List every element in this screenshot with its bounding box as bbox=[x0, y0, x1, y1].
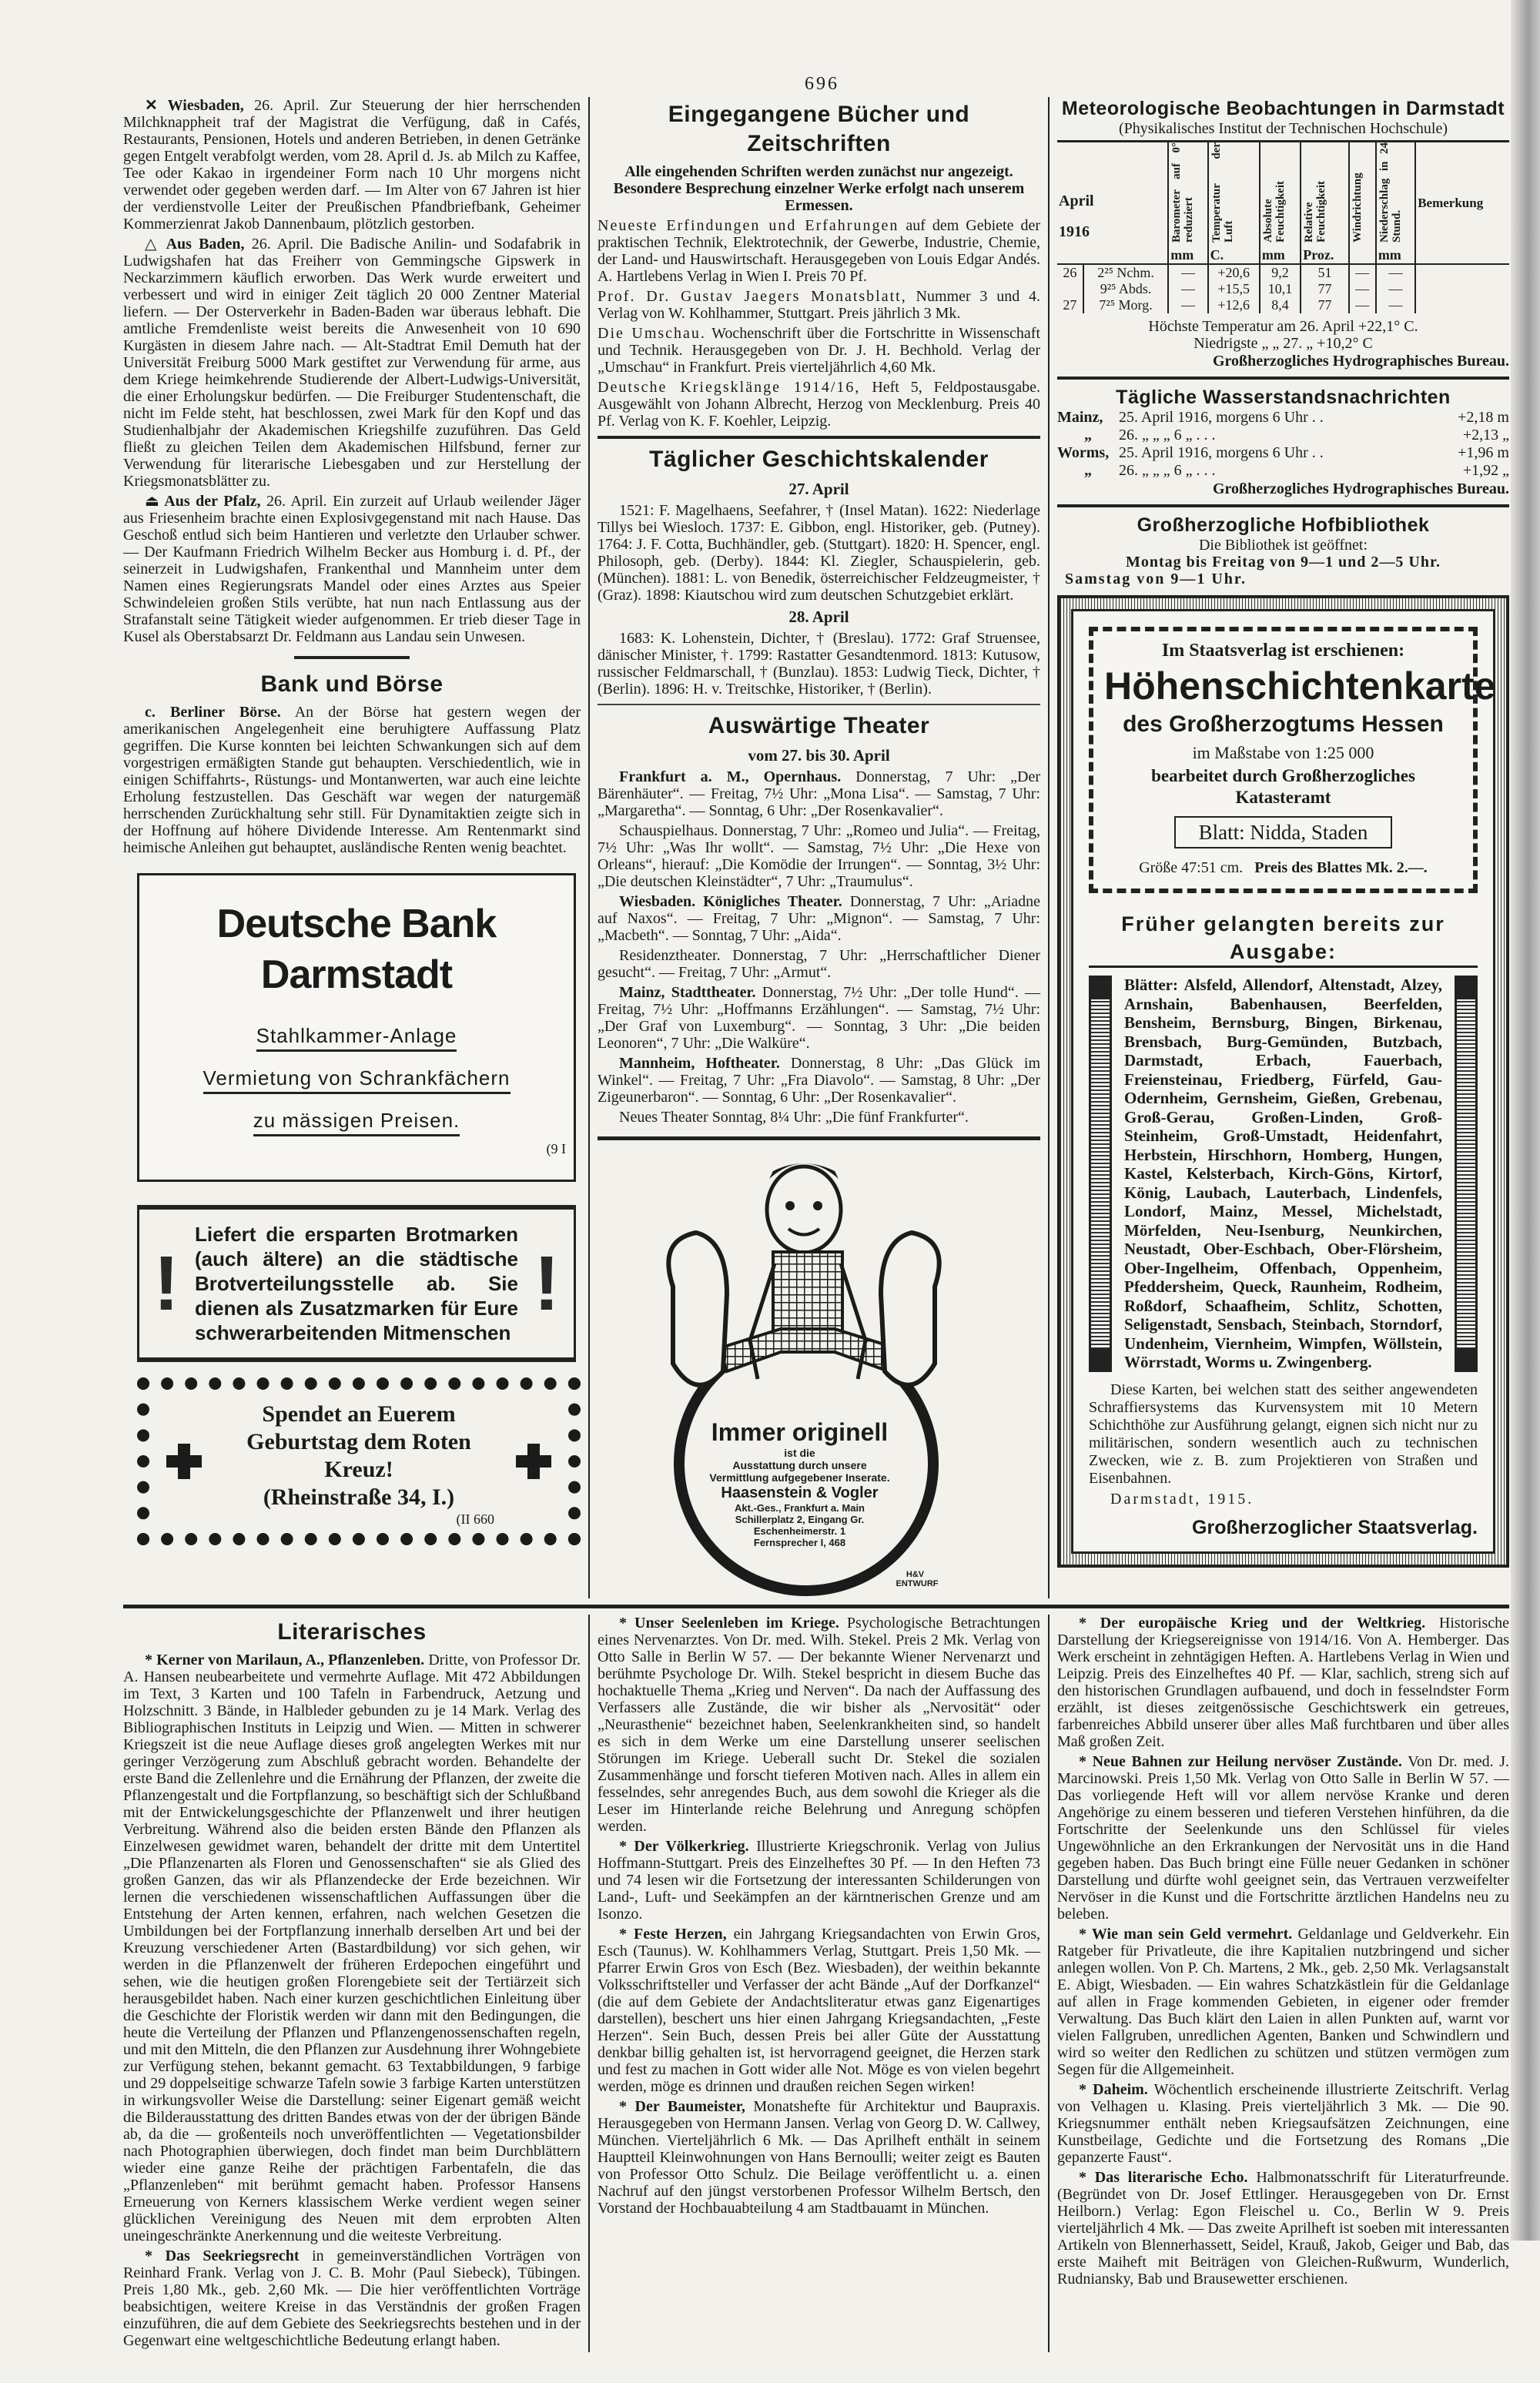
divider bbox=[598, 436, 1040, 439]
newspaper-page bbox=[123, 97, 1509, 2383]
book-item: Die Umschau. Wochenschrift über die Fortschritte in Wissenschaft und Technik. Herausgegeben von Dr. J. H. Bechhold. Verlag der „Umschau“ in Frankfurt. Preis vierteljährlich 4,60 Mk. bbox=[598, 325, 1040, 376]
theater-item: Neues Theater Sonntag, 8¼ Uhr: „Die fünf Frankfurter“. bbox=[619, 1109, 969, 1126]
theater-dates: vom 27. bis 30. April bbox=[748, 746, 890, 765]
sheet-list: Blätter: Alsfeld, Allendorf, Altenstadt, Alzey, Arnshain, Babenhausen, Beerfelden, Bensheim, Bernsburg, Bingen, Birkenau, Brensbach, Burg-Gemünden, Butzbach, Darmstadt, Erbach, Fauerbach, Freiensteinau, Friedberg, Fürfeld, Gau-Odernheim, Gernsheim, Gießen, Grebenau, Groß-Gerau, Großen-Linden, Groß-Steinheim, Groß-Umstadt, Heidenfahrt, Herbstein, Hirschhorn, Homberg, Hungen, Kastel, Kelsterbach, Kirch-Göns, Kirtorf, König, Laubach, Lauterbach, Lindenfels, Londorf, Mainz, Messel, Michelstadt, Mörfelden, Neu-Isenburg, Neunkirchen, Neustadt, Ober-Eschbach, Ober-Flörsheim, Ober-Ingelheim, Offenbach, Oppenheim, Pfeddersheim, Queck, Raunheim, Rodheim, Roßdorf, Schaafheim, Schlitz, Schotten, Seligenstadt, Sensbach, Steinbach, Storndorf, Undenheim, Viernheim, Wimpfen, Wöllstein, Wörrstadt, Worms u. Zwingenberg. bbox=[1124, 976, 1442, 1371]
ad-text: Immer originell ist die Ausstattung durch unsere Vermittlung aufgegebener Inserate. Haasenstein & Vogler Akt.-Ges., Frankfurt a. Main Schillerplatz 2, Eingang Gr. Eschenheimerstr. 1 Fernsprecher I, 468 bbox=[709, 1418, 890, 1548]
literary-item: * Das literarische Echo. Halbmonatsschrift für Literaturfreunde. (Begründet von Dr. Josef Ettlinger. Herausgegeben von Dr. Ernst Heilborn.) Verlag: Egon Fleischel u. Co., Berlin W 9. Preis vierteljährlich 4 Mk. — Das zweite Aprilheft ist soeben mit interessanten Artikeln von Blennerhassett, Seidel, Krauß, Jakob, Geiger und Bab, das erste Maiheft mit Beiträgen von Gleichen-Rußwurm, Wunderlich, Rudniansky, Bab und Brausewetter erschienen. bbox=[1057, 2169, 1510, 2288]
theater-item: Mannheim, Hoftheater. Donnerstag, 8 Uhr: „Das Glück im Winkel“. — Freitag, 7 Uhr: „Fra Diavolo“. — Samstag, 8 Uhr: „Der Zigeunerbaron“. — Sonntag, 6 Uhr: „Der Rosenkavalier“. bbox=[598, 1055, 1041, 1106]
ad-title: Höhenschichtenkarte bbox=[1104, 664, 1496, 708]
section-heading-literary: Literarisches bbox=[277, 1619, 427, 1645]
ad-code: (II 660 bbox=[456, 1511, 494, 1527]
divider bbox=[1057, 377, 1509, 380]
literary-column-1 bbox=[123, 1615, 590, 2352]
section-heading-meteo: Meteorologische Beobachtungen in Darmstadt bbox=[1061, 98, 1505, 119]
ad-haasenstein-vogler bbox=[642, 1148, 996, 1598]
ad-text: Liefert die ersparten Brotmarken (auch ältere) an die städtische Brotverteilungsstelle ab. Sie dienen als Zusatzmarken für Eure schwerarbeitenden Mitmenschen bbox=[195, 1223, 518, 1344]
meteo-max: Höchste Temperatur am 26. April +22,1° C. bbox=[1148, 318, 1418, 335]
article-berliner-boerse: c. Berliner Börse. An der Börse hat gestern wegen der amerikanischen Angelegenheit eine beruhigtere Auffassung Platz gegriffen. Die Kurse konnten bei leichten Schwankungen sich auf dem vorgestrigen ermäßigten Stande gut behaupten. Verschiedentlich, wie in einigen Schiffahrts-, Rüstungs- und Montanwerten, war auch eine leichte Erholung festzustellen. Das Geschäft war wegen der naturgemäß herrschenden Zurückhaltung sehr still. Für Dynamitaktien zeigte sich in der Hoffnung auf höhere Dividende Interesse. Am Rentenmarkt sind heimische Anleihen gut behauptet, ausländische Renten wenig beachtet. bbox=[123, 704, 581, 856]
library-hours: Samstag von 9—1 Uhr. bbox=[1065, 571, 1247, 587]
middle-column bbox=[590, 97, 1050, 1598]
ad-text: Spendet an Euerem Geburtstag dem Roten Kreuz! (Rheinstraße 34, I.) bbox=[246, 1401, 471, 1510]
ad-subheading: Früher gelangten bereits zur Ausgabe: bbox=[1089, 910, 1478, 968]
library-hours: Montag bis Freitag von 9—1 und 2—5 Uhr. bbox=[1125, 554, 1441, 571]
right-column bbox=[1050, 97, 1509, 1598]
literary-item: * Neue Bahnen zur Heilung nervöser Zustände. Von Dr. med. J. Marcinowski. Preis 1,50 Mk. Verlag von Otto Salle in Berlin W 57. — Das vorliegende Heft will vor allem nervöse Kranke und deren Angehörige zu einem besseren und tieferen Verstehen hinführen, da die Fortschritte der Seelenkunde uns den Schlüssel für vieles Ungewöhnliche an den Erkrankungen der Nervosität uns in die Hand gegeben haben. Das Buch bringt eine Fülle neuer Gedanken in schöner Darstellung und dürfte wohl geeignet sein, das Vertrauen verzweifelter Nervöser in die Kunst und die Fortschritte ärztlichen Handelns neu zu beleben. bbox=[1057, 1753, 1510, 1923]
water-row: „ 26. „ „ „ 6 „ . . . +1,92 „ bbox=[1084, 462, 1509, 479]
decorative-bar bbox=[1089, 976, 1112, 1372]
decorative-bar bbox=[1455, 976, 1478, 1372]
meteo-row: 27 7²⁵ Morg. — +12,6 8,4 77 — — bbox=[1057, 297, 1509, 313]
calendar-text: 1683: K. Lohenstein, Dichter, † (Breslau). 1772: Graf Struensee, dänischer Minister, †. 1799: Rastatter Gesandtenmord. 1813: Kutusow, russischer Feldmarschall, † (Bunzlau). 1853: Ludwig Tieck, Dichter, † (Berlin). 1896: H. v. Treitschke, Historiker, † (Berlin). bbox=[598, 630, 1040, 698]
article-baden: △ Aus Baden, 26. April. Die Badische Anilin- und Sodafabrik in Ludwigshafen hat das Freiherr von Gemmingsche Gipswerk in Neckarzimmern käuflich erworben. Das Werk wurde erweitert und verbessert und wird in einiger Zeit täglich 20 000 Zentner Material liefern. — Der Osterverkehr in Baden-Baden war überaus lebhaft. Die amtliche Fremdenliste weist bereits die Anwesenheit von 10 690 Kurgästen in diesem Jahre nach. — Alt-Stadtrat Emil Demuth hat der Universität Freiburg 5000 Mark gestiftet zur Verwendung für arme, aus dem Kriege heimkehrende Studierende der Albert-Ludwigs-Universität, die einer Erholungskur bedürfen. — Die Freiburger Studentenschaft, die nicht im Felde steht, hat beschlossen, zwei Mark für den Kopf und das Studienhalbjahr der Akademischen Kriegshilfe zuzuführen. Das Geld fließt zu gleichen Teilen dem Akademischen Hilfsbund, ferner zur Verwendung für literarische Liebesgaben und zur Herstellung der Kriegsmonatsblätter zu. bbox=[123, 236, 581, 490]
calendar-text: 1521: F. Magelhaens, Seefahrer, † (Insel Matan). 1622: Niederlage Tillys bei Wiesloch. 1737: E. Gibbon, engl. Historiker, geb. (Putney). 1764: J. F. Cotta, Buchhändler, geb. (Stuttgart). 1820: H. Spencer, engl. Philosoph, geb. (Derby). 1844: Kl. Ziegler, Schauspielerin, geb. (München). 1881: L. von Benedik, österreichischer Feldzeugmeister, † (Graz). 1898: Kiautschou wird zum deutschen Schutzgebiet erklärt. bbox=[598, 502, 1040, 604]
water-signature: Großherzogliches Hydrographisches Bureau. bbox=[1212, 480, 1509, 497]
literary-item: * Unser Seelenleben im Kriege. Psychologische Betrachtungen eines Nervenarztes. Von Dr. med. Wilh. Stekel. Preis 2 Mk. Verlag von Otto Salle in Berlin W 57. — Der bekannte Wiener Nervenarzt und berühmte Psychologe Dr. Wilh. Stekel bespricht in diesem Buche das hochaktuelle Thema „Krieg und Nerven“. Da nach der Auffassung des Verfassers alle Zustände, die wir bisher als „Nervosität“ oder „Neurasthenie“ bezeichnet haben, Seelenkrankheiten sind, so handelt es sich in dem Werke um eine Darstellung unserer seelischen Störungen im Kriege. Ueberall sucht Dr. Stekel die sozialen Zusammenhänge und forscht tieferen Motiven nach. Alles in allem ein fesselndes, sehr anregendes Buch, aus dem sowohl die Krieger als die Leser im Hinterlande reiche Belehrung und Anregung schöpfen werden. bbox=[598, 1615, 1040, 1835]
ad-brotmarken bbox=[137, 1205, 576, 1362]
theater-item: Wiesbaden. Königliches Theater. Donnerstag, 7 Uhr: „Ariadne auf Naxos“. — Freitag, 7 Uhr: „Mignon“. — Samstag, 7 Uhr: „Macbeth“. — Sonntag, 7 Uhr: „Aida“. bbox=[598, 893, 1041, 944]
section-heading-books: Eingegangene Bücher und Zeitschriften bbox=[668, 102, 970, 156]
ad-signature: Großherzoglicher Staatsverlag. bbox=[1192, 1516, 1478, 1538]
foot-right bbox=[881, 1233, 939, 1385]
red-cross-icon bbox=[166, 1444, 202, 1479]
ad-rotes-kreuz bbox=[137, 1377, 581, 1545]
water-row: Worms, 25. April 1916, morgens 6 Uhr . . +1,96 m bbox=[1057, 444, 1509, 461]
eye bbox=[813, 1201, 822, 1210]
theater-item: Mainz, Stadttheater. Donnerstag, 7½ Uhr: „Der tolle Hund“. — Freitag, 7½ Uhr: „Hoffmanns Erzählungen“. — Samstag, 7½ Uhr: „Der Graf von Luxemburg“. — Sonntag, 3 Uhr: „Die beiden Leonoren“, 7 Uhr: „Die Walküre“. bbox=[598, 984, 1040, 1052]
arm-left bbox=[750, 1263, 775, 1379]
literary-item: * Daheim. Wöchentlich erscheinende illustrierte Zeitschrift. Verlag von Velhagen u. Klasing. Preis vierteljährlich 3 Mk. — Die 90. Kriegsnummer enthält neben Kriegsaufsätzen Zeichnungen, eine Kunstbeilage, Gedichte und die Fortsetzung des Romans „Die gepanzerte Faust“. bbox=[1057, 2081, 1509, 2166]
ad-title: Deutsche Bank Darmstadt bbox=[216, 902, 497, 997]
calendar-date: 28. April bbox=[788, 607, 849, 626]
meteo-row: 26 2²⁵ Nchm. — +20,6 9,2 51 — — bbox=[1057, 264, 1509, 281]
ad-note: Diese Karten, bei welchen statt des seither angewendeten Schraffiersystems das Kurvensystem mit 10 Metern Schichthöhe zur Ausführung gelangt, eignen sich nicht nur zu militärischen, sondern wesentlich auch zu technischen Zwecken, wie z. B. zum Projektieren von Straßen und Eisenbahnen. bbox=[1089, 1381, 1478, 1487]
book-item: Neueste Erfindungen und Erfahrungen auf dem Gebiete der praktischen Technik, Elektrotechnik, der Gewerbe, Industrie, Chemie, der Land- und Hauswirtschaft. Herausgegeben von Louis Edgar Andés. A. Hartlebens Verlag in Wien I. Preis 70 Pf. bbox=[598, 217, 1041, 285]
theater-item: Residenztheater. Donnerstag, 7 Uhr: „Herrschaftlicher Diener gesucht“. — Freitag, 7 Uhr: „Armut“. bbox=[598, 947, 1041, 981]
books-intro: Alle eingehenden Schriften werden zunächst nur angezeigt. Besondere Besprechung einzelner Werke erfolgt nach unserem Ermessen. bbox=[613, 163, 1025, 214]
literary-item: * Feste Herzen, ein Jahrgang Kriegsandachten von Erwin Gros, Esch (Taunus). W. Kohlhammers Verlag, Stuttgart. Preis 1,50 Mk. — Pfarrer Erwin Gros von Esch (Bez. Wiesbaden), der weithin bekannte Volksschriftsteller und Verfasser der acht Bände „Auf der Dorfkanzel“ (die auf dem Gebiete der Andachtsliteratur etwas ganz Eigenartiges darstellen), beschert uns hier einen Jahrgang Kriegsandachten, „Feste Herzen“. Sein Buch, dessen Preis bei aller Güte der Ausstattung denkbar billig gehalten ist, ist hervorragend geeignet, die Herzen stark und fest zu machen in Gott wider alle Not. Möge es von vielen begehrt werden, möge es drinnen und draußen reichen Segen wirken! bbox=[598, 1926, 1040, 2095]
meteo-signature: Großherzogliches Hydrographisches Bureau. bbox=[1212, 353, 1509, 370]
divider bbox=[1057, 504, 1509, 507]
literary-item: * Der Völkerkrieg. Illustrierte Kriegschronik. Verlag von Julius Hoffmann-Stuttgart. Preis des Einzelheftes 30 Pf. — In den Heften 73 und 74 lesen wir die Fortsetzung der interessanten Schilderungen von Land-, Luft- und Seekämpfen an der kärntnerischen Grenze und am Isonzo. bbox=[598, 1838, 1041, 1923]
ad-hoehenschichtenkarte: Im Staatsverlag ist erschienen: Höhenschichtenkarte des Großherzogtums Hessen im Maßstabe von 1:25 000 bearbeitet durch Großherzogliches Katasteramt Blatt: Nidda, Staden Größe 47:51 cm. Preis des Blattes Mk. 2.—. bbox=[1089, 627, 1478, 893]
divider bbox=[598, 704, 1040, 705]
page-edge-shadow bbox=[1511, 0, 1540, 2241]
section-heading-calendar: Täglicher Geschichtskalender bbox=[649, 447, 989, 472]
meteo-subheading: (Physikalisches Institut der Technischen Hochschule) bbox=[1118, 120, 1448, 137]
literary-item: * Kerner von Marilaun, A., Pflanzenleben. Dritte, von Professor Dr. A. Hansen neubearbeitete und vermehrte Auflage. Mit 472 Abbildungen im Text, 3 Karten und 100 Tafeln in Farbendruck, Aetzung und Holzschnitt. 3 Bände, in Halbleder gebunden zu je 14 Mark. Verlag des Bibliographischen Instituts in Leipzig und Wien. — Mitten in schwerer Kriegszeit ist die neue Auflage dieses groß angelegten Werkes mit nur geringer Verzögerung zum Abschluß gebracht worden. Behandelte der erste Band die Zellenlehre und die Ernährung der Pflanzen, der zweite die Pflanzengestalt und die Fortpflanzung, so beschäftigt sich der Schlußband mit der Entwickelungsgeschichte der Pflanzenwelt und ihrer heutigen Verbreitung. Während also die beiden ersten Bände den Pflanzen als Einzelwesen gewidmet waren, behandelt der dritte mit dem Untertitel „Die Pflanzenarten als Floren und Genossenschaften“ sie als Glied des großen Ganzen, das wir als Pflanzendecke der Erde bezeichnen. Wir lernen die verschiedenen wissenschaftlichen Auffassungen über die Entstehung der Arten kennen, erfahren, nach welchen Gesetzen die Umbildungen bei der Fortpflanzung innerhalb derselben Art und bei der Kreuzung verschiedener Arten (Bastardbildung) vor sich gehen, wir werden in die Pflanzenwelt der früheren Erdepochen eingeführt und sehen, wie die heutigen großen Florengebiete seit der Tertiärzeit sich herausgebildet haben. Nach einer kurzen geschichtlichen Einleitung über die Geschichte der Floristik werden wir dann mit den Bedingungen, die heute die Verteilung der Pflanzen und Pflanzengenossenschaften regeln, und mit den Mitteln, die den Pflanzen zur Ausdehnung ihrer Wohngebiete zur Verfügung stehen, bekannt gemacht. 63 Textabbildungen, 9 farbige und 29 doppelseitige schwarze Tafeln sowie 3 farbige Karten unterstützen in wirkungsvoller Weise die Darstellung: seiner Eigenart gemäß weicht die Bilderausstattung des dritten Bandes etwas von der der übrigen Bände ab, da die — großenteils noch unveröffentlichten — Vegetationsbilder nach Photographien überwiegen, doch findet man beim Durchblättern wieder eine ganze Reihe der prächtigen Farbentafeln, die das „Pflanzenleben“ mit berühmt gemacht haben. Professor Hansens Erneuerung von Kerners klassischem Werke verdient wegen seiner glücklichen Vereinigung des Neuen mit dem erprobten Alten uneingeschränkte Anerkennung und die weiteste Verbreitung. bbox=[123, 1652, 581, 2244]
theater-item: Schauspielhaus. Donnerstag, 7 Uhr: „Romeo und Julia“. — Freitag, 7½ Uhr: „Was Ihr wollt“. — Samstag, 7½ Uhr: „Die Hexe von Orleans“, hierauf: „Die Komödie der Irrungen“. — Sonntag, 3½ Uhr: „Die deutschen Kleinstädter“, 7 Uhr: „Traumulus“. bbox=[598, 822, 1040, 890]
water-row: Mainz, 25. April 1916, morgens 6 Uhr . . +2,18 m bbox=[1057, 409, 1509, 426]
book-item: Prof. Dr. Gustav Jaegers Monatsblatt, Nummer 3 und 4. Verlag von W. Kohlhammer, Stuttgart. Preis jährlich 3 Mk. bbox=[598, 288, 1041, 322]
ad-place: Darmstadt, 1915. bbox=[1110, 1490, 1254, 1508]
book-item: Deutsche Kriegsklänge 1914/16, Heft 5, Feldpostausgabe. Ausgewählt von Johann Albrecht, Herzog von Mecklenburg. Preis 40 Pf. Verlag von K. F. Koehler, Leipzig. bbox=[598, 379, 1040, 430]
literary-column-3 bbox=[1050, 1615, 1509, 2352]
ad-line: Vermietung von Schrankfächern bbox=[203, 1066, 511, 1094]
eye bbox=[785, 1201, 795, 1210]
ad-staatsverlag bbox=[1057, 595, 1509, 1568]
literary-column-2 bbox=[590, 1615, 1050, 2352]
divider bbox=[294, 656, 410, 659]
literary-item: * Wie man sein Geld vermehrt. Geldanlage und Geldverkehr. Ein Ratgeber für Privatleute, die ihre Kapitalien nutzbringend und sicher anlegen wollen. Von P. Ch. Martens, 2 Mk., geb. 2,50 Mk. Verlagsanstalt E. Abigt, Wiesbaden. — Ein wahres Schatzkästlein für die Geldanlage auf allen in Frage kommenden Gebieten, in eigener oder fremder Verwaltung. Das Buch klärt den Laien in allen Punkten auf, warnt vor vielen Fallgruben, unredlichen Agenten, Banken und Schwindlern und wird so weiter den Redlichen zu schützen und stützen vermögen zum Segen für die Allgemeinheit. bbox=[1057, 1926, 1510, 2078]
water-row: „ 26. „ „ „ 6 „ . . . +2,13 „ bbox=[1084, 427, 1509, 443]
arm-right bbox=[841, 1263, 865, 1379]
section-heading-water: Tägliche Wasserstandsnachrichten bbox=[1116, 387, 1451, 408]
upper-section bbox=[123, 97, 1509, 1598]
ad-line: zu mässigen Preisen. bbox=[253, 1108, 460, 1136]
ad-line: Stahlkammer-Anlage bbox=[256, 1023, 457, 1052]
section-heading-theater: Auswärtige Theater bbox=[708, 713, 930, 738]
literary-item: * Der europäische Krieg und der Weltkrieg. Historische Darstellung der Kriegsereignisse von 1914/16. Von A. Hemberger. Das Werk erscheint in zehntägigen Heften. A. Hartlebens Verlag in Wien und Leipzig. Preis des Einzelheftes 40 Pf. — Klar, sachlich, streng sich auf den historischen Grundlagen aufbauend, und doch in fesselndster Form erzählt, ist dieses zeitgenössische Geschichtswerk ein getreues, farbenreiches Abbild unserer über alles Maß furchtbaren und über alles Maß großen Zeit. bbox=[1057, 1615, 1510, 1750]
left-column bbox=[123, 97, 590, 1598]
ad-deutsche-bank bbox=[137, 873, 576, 1182]
meteo-row: 9²⁵ Abds. — +15,5 10,1 77 — — bbox=[1057, 281, 1509, 297]
meteo-min: Niedrigste „ „ 27. „ +10,2° C bbox=[1194, 335, 1373, 352]
legs bbox=[719, 1329, 896, 1371]
exclamation-icon: ! bbox=[153, 1240, 179, 1327]
page-number: 696 bbox=[805, 74, 839, 94]
meteo-table: April 1916 Barometer auf 0° reduziert mm Temperatur der Luft C. Absolute Feuchtigkeit mm Relative Feuchtigkeit Proz. Windrichtung Niederschlag in 24 Stund. mm Bemerkung 26 2²⁵ Nchm. — +20,6 9,2 51 — — 9²⁵ Abds. — +15,5 10,1 77 — — 27 7²⁵ Morg. — +12,6 8,4 77 — — bbox=[1057, 140, 1509, 313]
section-heading-bank: Bank und Börse bbox=[260, 671, 444, 697]
exclamation-icon: ! bbox=[534, 1240, 560, 1327]
section-heading-library: Großherzogliche Hofbibliothek bbox=[1137, 514, 1430, 536]
library-line: Die Bibliothek ist geöffnet: bbox=[1198, 537, 1368, 554]
artist-mark: H&V ENTWURF bbox=[896, 1570, 939, 1588]
ad-code: (9 I bbox=[546, 1141, 566, 1156]
lower-section bbox=[123, 1605, 1509, 2383]
head bbox=[767, 1166, 841, 1253]
calendar-date: 27. April bbox=[788, 480, 849, 498]
article-wiesbaden: ✕ Wiesbaden, 26. April. Zur Steuerung der hier herrschenden Milchknappheit traf der Magistrat die Verfügung, daß in Cafés, Restaurants, Pensionen, Hotels und anderen Betrieben, in denen Getränke gegen Entgelt verabfolgt werden, vom 28. April d. Js. ab Milch zu Kaffee, Tee oder Kakao in irgendeiner Form nach 10 Uhr morgens nicht verwendet oder gegeben werden darf. — Im Alter von 67 Jahren ist hier der verdienstvolle Leiter der Preußischen Pfandbriefbank, Geheimer Kommerzienrat Jakob Dannenbaum, plötzlich gestorben. bbox=[123, 97, 581, 233]
literary-item: * Das Seekriegsrecht in gemeinverständlichen Vorträgen von Reinhard Frank. Verlag von J. C. B. Mohr (Paul Siebeck), Tübingen. Preis 1,80 Mk., geb. 2,60 Mk. — Die hier veröffentlichten Vorträge beabsichtigen, weitere Kreise in das Verständnis der großen Fragen einzuführen, die auf dem Gebiete des Seekriegsrechts bestehen und in der Gegenwart eine weltgeschichtliche Bedeutung erlangt haben. bbox=[123, 2247, 581, 2349]
theater-item: Frankfurt a. M., Opernhaus. Donnerstag, 7 Uhr: „Der Bärenhäuter“. — Freitag, 7½ Uhr: „Mona Lisa“. — Samstag, 7 Uhr: „Margaretha“. — Sonntag, 6 Uhr: „Der Rosenkavalier“. bbox=[598, 768, 1041, 819]
article-pfalz: ⏏ Aus der Pfalz, 26. April. Ein zurzeit auf Urlaub weilender Jäger aus Friesenheim brachte einen Explosivgegenstand mit nach Hause. Das Geschoß entlud sich beim Hantieren und verletzte den Urlauber schwer. — Der Kaufmann Friedrich Wilhelm Becker aus Homburg i. d. Pf., der seinerzeit in Ludwigshafen, Frankenthal und Mannheim unter dem Namen eines Regierungsrats Mandel oder eines Arztes aus Speier Schwindeleien großen Stils verübte, hat nun nach Entlassung aus der Strafanstalt seine Tätigkeit wieder aufgenommen. Er trieb dieser Tage in Kusel als Oberstabsarzt Dr. Feldmann aus Landau sein Unwesen. bbox=[123, 493, 581, 645]
red-cross-icon bbox=[516, 1444, 551, 1479]
foot-left bbox=[668, 1233, 727, 1385]
literary-item: * Der Baumeister, Monatshefte für Architektur und Baupraxis. Herausgegeben von Hermann Jansen. Verlag von Georg D. W. Callwey, München. Vierteljährlich 6 Mk. — Das Aprilheft enthält in seinem Hauptteil Kleinwohnungen von Hans Bernoulli; weiter zeigt es Bauten von Professor Otto Schulz. Die Beilage veröffentlicht u. a. einen Nachruf auf den jüngst verstorbenen Professor Wilhelm Bertsch, den Vorstand der Hochbauabteilung 4 am Stadtbauamt in München. bbox=[598, 2098, 1041, 2217]
divider bbox=[598, 1136, 1040, 1140]
